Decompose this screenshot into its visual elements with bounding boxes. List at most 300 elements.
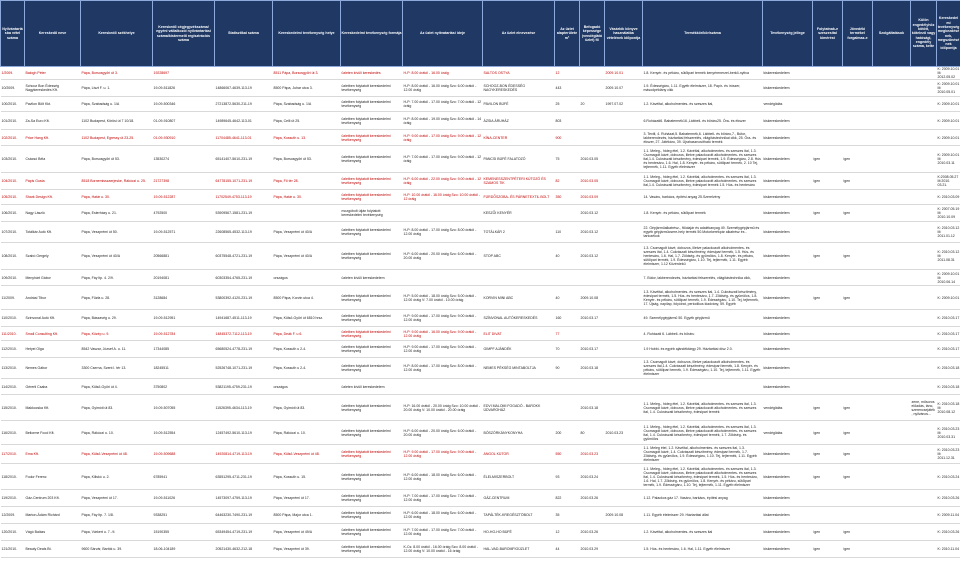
table-cell — [873, 341, 911, 358]
table-cell: 19-09-512554 — [153, 421, 215, 445]
table-cell — [605, 379, 643, 395]
table-cell: Gáz-Centrum 203 Kft. — [25, 490, 81, 507]
table-cell: Pápa, Fáy ltp. 7. 1/8. — [81, 507, 153, 524]
column-header: Szolgáltatások — [873, 1, 911, 67]
table-cell — [643, 379, 763, 395]
table-cell — [813, 80, 843, 97]
table-cell: H-P: 7.00 órától - 17.00 óráig Szo: 7.00 órától - 12.00 óráig — [403, 490, 483, 507]
table-cell: kiskereskedelem — [763, 67, 813, 80]
table-cell: 1102 Budapest, Körösi út 7 10/18. — [81, 112, 153, 130]
table-cell — [580, 130, 605, 146]
table-cell: EDVI MALOMI FOGADÓ - BAROKK ÜDVAROHÁZ — [483, 395, 555, 421]
table-cell: Vágó Balázs — [25, 524, 81, 541]
table-cell — [873, 490, 911, 507]
table-cell: üzletben folytatott kereskedelmi tevékenység — [341, 146, 403, 173]
table-cell: 106/2010. — [1, 205, 25, 222]
table-cell: kiskereskedelem — [763, 146, 813, 173]
table-cell — [580, 270, 605, 286]
table-cell: Pápa, Celli út 25. — [273, 112, 341, 130]
table-cell: Pápa, Fűzfa u. 28. — [81, 286, 153, 310]
table-cell — [873, 173, 911, 190]
table-cell: Pápa, Szabadság u. 1/A — [81, 97, 153, 112]
table-cell: kiskereskedelem — [763, 524, 813, 541]
table-cell — [843, 222, 873, 243]
table-cell — [813, 270, 843, 286]
table-cell: 1.9 Hobbi- és egyéb ajándéktárgy 29. Háztartási dísz 2.0. — [643, 341, 763, 358]
table-cell: kiskereskedelem — [763, 270, 813, 286]
table-cell: igen — [843, 173, 873, 190]
table-cell: 1/2009. — [1, 67, 25, 80]
table-cell — [911, 286, 937, 310]
table-cell: Pápa, Kossuth u. 15. — [273, 464, 341, 490]
table-cell: ELIT DIVAT — [483, 327, 555, 341]
table-cell — [813, 341, 843, 358]
table-cell: kiskereskedelem — [763, 507, 813, 524]
table-cell — [813, 310, 843, 327]
table-cell: 2010.03.18 — [580, 395, 605, 421]
table-cell: igen — [813, 524, 843, 541]
table-cell — [873, 327, 911, 341]
table-cell: 21727398 — [153, 173, 215, 190]
table-cell: 77 — [555, 327, 580, 341]
table-cell: országos — [273, 270, 341, 286]
column-header: Kereskedő cégjegyzékszáma/ egyéni vállalkozói nyilvántartási száma/kistermelő regisztrációs száma — [153, 1, 215, 67]
table-cell: K: 2009.10.01 M: 2010.03.11 — [937, 146, 960, 173]
table-cell: 2010.03.17 — [580, 341, 605, 358]
table-cell — [911, 97, 937, 112]
table-cell: 1.5. Hús- és hentesáru, 1.6. Hal, 1.11. Egyéb élelmiszer — [643, 541, 763, 558]
table-cell: Pápa, Borsosgyőri út 53. — [81, 146, 153, 173]
table-cell: K: 2010.03.17 — [937, 341, 960, 358]
table-cell: Makkocska Kft. — [25, 395, 81, 421]
table-cell: 65141407-5610-231-19 — [215, 146, 273, 173]
table-cell: H-P: 6.00 órától - 18.00 óráig Szo: 6.00 órától - 12.00 óráig — [403, 507, 483, 524]
table-cell: K: 2010.03.17 — [937, 327, 960, 341]
table-cell — [813, 222, 843, 243]
table-cell: 110/2010. — [1, 310, 25, 327]
table-cell: K: 2010.03.26 — [937, 490, 960, 507]
table-cell — [873, 67, 911, 80]
table-cell: Pápa, Külső-Győri út 6810 hrsz. — [273, 310, 341, 327]
table-cell: STOP ABC — [483, 243, 555, 270]
table-row — [1, 130, 960, 146]
table-cell: üzletben folytatott kereskedelmi tevékenység — [341, 358, 403, 379]
table-cell: mozgóbolt útján folytatott kereskedelmi tevékenység — [341, 205, 403, 222]
table-cell: 11526395-4634-113-19 — [215, 395, 273, 421]
table-cell: 1.3. Kávéital, alkoholmentes- és szeszes ital, 1.4. Cukrászati készítmény, édesipari termék, 1.5. Hús- és hentesáru, 1.7. Zöldség- és gyümölcs, 1.8. Kenyér- és pékáru, sütőipari termék, 1.9. Édességáru, 1.10. Tej, tejtermék, 17. Újság, napilap, folyóirat, periodikus kiadvány, 59. Egyéb — [643, 286, 763, 310]
table-cell: kiskereskedelem — [763, 379, 813, 395]
table-cell: kiskereskedelem — [763, 327, 813, 341]
table-cell: H-P: 7.00 órától - 17.00 óráig Szo: 7.00 órától - 12 óráig — [403, 97, 483, 112]
table-cell: K: 2010.03.09 — [937, 190, 960, 205]
table-cell: igen — [813, 243, 843, 270]
table-cell: 20194081 — [153, 270, 215, 286]
table-cell: üzletben folytatott kereskedelmi tevékenység — [341, 327, 403, 341]
table-cell: H-P: 7.00 órától - 17.00 óráig Szo: 9.00 órától - 12 óráig — [403, 146, 483, 173]
table-cell — [873, 524, 911, 541]
table-cell: Csácsó Béla — [25, 146, 81, 173]
table-cell: 3128684 — [153, 286, 215, 310]
column-header: Külön engedélyhöz kötött, kötelező vagy hatósági, engedély száma, kelte — [911, 1, 937, 67]
table-cell — [873, 286, 911, 310]
table-cell: Ema Kft. — [25, 445, 81, 464]
table-cell: 63551295-4711-231-19 — [215, 464, 273, 490]
table-cell — [911, 190, 937, 205]
table-cell: igen — [813, 395, 843, 421]
table-cell: 22608565-4532-113-19 — [215, 222, 273, 243]
table-cell: 117/2010. — [1, 445, 25, 464]
table-cell: 01-09-910807 — [153, 112, 215, 130]
table-cell — [843, 130, 873, 146]
table-cell: Pápa, Borsosgyőri út 3. — [81, 67, 153, 80]
table-row — [1, 146, 960, 173]
table-cell — [813, 379, 843, 395]
table-cell — [843, 507, 873, 524]
table-cell: igen — [843, 205, 873, 222]
table-cell: 90 — [555, 358, 580, 379]
table-cell: H-P: 9.00 órától - 17.00 óráig Szo: 9.00 órától - 12.00 óráig — [403, 310, 483, 327]
table-cell: Pápa, Bászavég u. 29. — [81, 310, 153, 327]
table-cell — [911, 379, 937, 395]
table-cell — [605, 286, 643, 310]
table-cell: Pápa, Gyimóti út 83. — [81, 395, 153, 421]
table-cell: igen — [813, 421, 843, 445]
table-cell: 112/2010. — [1, 341, 25, 358]
table-cell: H-P: 9.00 órától - 16.00 óráig Szo: 9.00 órától - 12.00 óráig — [403, 327, 483, 341]
table-cell: Pápa, Esterházy u. 21. — [81, 205, 153, 222]
table-cell — [605, 270, 643, 286]
table-cell: üzletben folytatott kereskedelmi tevékenység — [341, 222, 403, 243]
table-cell: K: 2010.03.17 — [937, 310, 960, 327]
table-cell: üzletben folytatott kereskedelmi tevékenység — [341, 524, 403, 541]
table-cell: 100/2010. — [1, 97, 25, 112]
table-cell: 19-09-507055 — [153, 395, 215, 421]
table-cell — [911, 421, 937, 445]
table-cell — [873, 379, 911, 395]
table-cell: Nagy László — [25, 205, 81, 222]
table-cell — [605, 112, 643, 130]
table-cell: 101/2010. — [1, 112, 25, 130]
table-cell: Balogh Péter — [25, 67, 81, 80]
table-cell: Pápa, Gyimóti út 83. — [273, 395, 341, 421]
column-header: Nyilvántartásba vétel száma — [1, 1, 25, 67]
table-cell: H-P: 8.00 órától - 17.00 óráig Szo: 8.00 órától - 12.00 óráig — [403, 358, 483, 379]
table-cell — [813, 67, 843, 80]
table-cell — [813, 507, 843, 524]
table-cell: üzletben folytatott kereskedelmi tevékenység — [341, 464, 403, 490]
table-cell — [483, 270, 555, 286]
table-cell: Szabó Gergely — [25, 243, 81, 270]
table-cell: kiskereskedelem — [763, 358, 813, 379]
table-cell: 1.1. Meleg étel, 1.2. Kávéital, alkoholmentes- és szeszes ital, 1.3. Csomagolt kávé, 1.4. Cukrászati készítmény, édesipari termék, 1.7. Zöldség- és gyümölcs, 1.9. Édességáru, 1.10. Tej, tejtermék, 1.11. Egyéb élelmiszer — [643, 445, 763, 464]
table-row — [1, 327, 960, 341]
table-cell: Pápa, Veszprémi út 17. — [81, 490, 153, 507]
table-cell: KÍNA-CENTER — [483, 130, 555, 146]
table-cell — [843, 67, 873, 80]
table-cell: Nemes Gábor — [25, 358, 81, 379]
table-cell: K: 2007.05.19 M: 2010.10.09 — [937, 205, 960, 222]
table-cell: Pápa, Veszprémi út 40/A — [273, 222, 341, 243]
table-cell: K: 2010.11.04 — [937, 541, 960, 558]
table-cell — [873, 80, 911, 97]
table-cell: 22. Gépjárműalkatrész-, ftőolajár és adalékanyag 49. Személygépjármű és egyéb gépjárműcsere-hely termék 50.Motorkerékpár alkatrész és -tartozékok — [643, 222, 763, 243]
table-cell: K: 2010.03.23 M: 2011.12.31 — [937, 445, 960, 464]
table-cell — [911, 173, 937, 190]
table-cell: 2010.03.29 — [580, 541, 605, 558]
table-cell — [555, 205, 580, 222]
table-cell: H-P: 8.00 órától - 17.00 óráig Szo: 8.00 órától - 12.00 óráig — [403, 222, 483, 243]
table-cell: 14. Vasáru, barkács, építési anyag 25.Szerelvény — [643, 190, 763, 205]
table-cell: K: 2010.03.12 M: 2011.08.31 — [937, 243, 960, 270]
table-cell — [843, 310, 873, 327]
column-header: Folytatnak-e szeszesital kimérést — [813, 1, 843, 67]
column-header: Az üzlet elnevezése — [483, 1, 555, 67]
table-cell: Fodor Ferenc — [25, 464, 81, 490]
table-cell: Pápa, Borsosgyőri út 53. — [273, 146, 341, 173]
table-cell — [843, 341, 873, 358]
table-cell: 550 — [555, 445, 580, 464]
table-cell — [580, 80, 605, 97]
table-cell — [873, 146, 911, 173]
table-cell: üzletben folytatott kereskedelmi tevékenység — [341, 130, 403, 146]
table-cell — [813, 490, 843, 507]
table-cell: 13530274 — [153, 146, 215, 173]
table-cell — [813, 112, 843, 130]
table-cell: Pápa, Közép u. 9. — [81, 327, 153, 341]
header-row — [1, 1, 960, 67]
table-cell: 18-06-104189 — [153, 541, 215, 558]
table-cell — [911, 327, 937, 341]
table-cell — [555, 379, 580, 395]
table-row — [1, 395, 960, 421]
table-row — [1, 507, 960, 524]
table-cell: Za-Sa Euro Kft. — [25, 112, 81, 130]
table-cell — [605, 310, 643, 327]
table-cell: BÓSZÓRKÁNYKONYHA — [483, 421, 555, 445]
table-cell: FÜRDŐSZOBA- ÉS PÁRNETEXTIL BOLT — [483, 190, 555, 205]
table-cell: üzletben folytatott kereskedelmi tevékenység — [341, 421, 403, 445]
table-cell: 1.3. Csomagolt kávé, dobozos, illetve palackozott alkoholmentes- és szeszes ital,1.4. Cukrászati készítmény, édesipari termék, 1.8. Kenyér- és pékáru, sütőipari termék, 1.9. Édességáru, 1.10. Tej, tejtermék, 1.11. Egyéb élelmiszer — [643, 358, 763, 379]
table-cell — [580, 507, 605, 524]
table-cell: igen — [813, 205, 843, 222]
table-cell: 27213872-5630-211-19 — [215, 97, 273, 112]
column-header: Tevékenység jellege — [763, 1, 813, 67]
table-cell — [843, 112, 873, 130]
table-cell — [911, 341, 937, 358]
table-cell: KEMENESSZENTPÉTERI KÚTOZÓ ÉS SZAMOS TIK — [483, 173, 555, 190]
table-cell: H-P: 7.00 órától - 17.00 óráig Szo: 7.00 órától - 12.00 óráig — [403, 524, 483, 541]
table-cell: 2010.03.17 — [580, 310, 605, 327]
table-cell: Pápis Gusta — [25, 173, 81, 190]
table-cell: 1.2. Kávéital, alkoholmentes- és szeszes ital, — [643, 97, 763, 112]
table-cell: K:2008.05.27 M:2010. 03.21. — [937, 173, 960, 190]
table-cell — [605, 358, 643, 379]
table-cell: Price Hang Kft. — [25, 130, 81, 146]
table-cell — [843, 97, 873, 112]
table-cell: 19-09-509688 — [153, 445, 215, 464]
table-cell: 49. Személygépjármű 50. Egyéb gépjármű — [643, 310, 763, 327]
table-cell: ÁZSIA ÁRUHÁZ — [483, 112, 555, 130]
table-cell — [873, 130, 911, 146]
table-cell: 75 — [555, 146, 580, 173]
table-cell: Menyhárt Gábor — [25, 270, 81, 286]
table-cell — [911, 507, 937, 524]
table-cell — [605, 222, 643, 243]
table-cell — [911, 310, 937, 327]
table-cell — [911, 358, 937, 379]
table-cell: 2009.10.07 — [605, 80, 643, 97]
table-cell: K: 2010.03.24 — [937, 464, 960, 490]
table-cell: 104/2010. — [1, 173, 25, 190]
table-cell — [873, 205, 911, 222]
table-cell: 114/2010. — [1, 379, 25, 395]
table-cell — [911, 146, 937, 173]
table-cell: Pápa, Veszprémi út 49/A — [273, 524, 341, 541]
table-cell — [605, 243, 643, 270]
table-cell: 18245511 — [153, 358, 215, 379]
table-row — [1, 80, 960, 97]
table-cell: 25 — [555, 97, 580, 112]
table-cell: Pápa, Szabadság u. 1/A — [273, 97, 341, 112]
table-row — [1, 97, 960, 112]
table-cell: 80 — [580, 421, 605, 445]
table-cell: kiskereskedelem — [763, 130, 813, 146]
table-cell: H-P: 8.00 órától - 19.00 óráig Szo: 8.00 órától - 14 óráig — [403, 112, 483, 130]
table-cell: kiskereskedelem — [763, 490, 813, 507]
table-cell: kiskereskedelem — [763, 205, 813, 222]
table-row — [1, 341, 960, 358]
table-cell: 900 — [555, 130, 580, 146]
column-header: Vásárlók könyve használatba vételének időpontja — [605, 1, 643, 67]
table-cell: 20 — [580, 97, 605, 112]
table-cell — [911, 445, 937, 464]
table-cell: 160 — [555, 310, 580, 327]
table-cell: 2009.10.01 — [605, 67, 643, 80]
table-cell: 44 — [555, 541, 580, 558]
table-cell: 19-09-511026 — [153, 490, 215, 507]
table-cell: kiskereskedelem — [763, 243, 813, 270]
table-row — [1, 243, 960, 270]
table-cell: PANCSI BÜFÉ FALATOZÓ — [483, 146, 555, 173]
table-cell — [911, 243, 937, 270]
table-row — [1, 286, 960, 310]
table-cell: 6.Ruházati6. Babatermék16.,Lábbeli- és bőráru25. Óra- és ékszer — [643, 112, 763, 130]
table-cell: üzleten kívüli kereskedelem — [341, 270, 403, 286]
table-cell: 115/2010. — [1, 395, 25, 421]
table-cell: PAVILON BÜFÉ — [483, 97, 555, 112]
table-cell: országos — [273, 379, 341, 395]
table-cell: 4792500 — [153, 205, 215, 222]
table-cell — [580, 327, 605, 341]
table-cell: 10/2009. — [1, 80, 25, 97]
table-cell — [215, 67, 273, 80]
table-cell — [873, 222, 911, 243]
table-cell: üzletben folytatott kereskedelmi tevékenység — [341, 112, 403, 130]
table-cell: 19-09-512951 — [153, 310, 215, 327]
table-cell: 118/2010. — [1, 464, 25, 490]
table-cell — [873, 421, 911, 445]
table-cell: NEMES PÉKSÉG MINTABOLTJA — [483, 358, 555, 379]
table-cell: 1.1. Meleg-, hideg étel, 1.2. Kávéital, alkoholmentes- és szeszes ital, 1.3. Csomagolt kávé, dobozos, illetve palackozott alkoholmentes- és szeszes ital,1.4. Cukrászati készítmény, édesipari termék 1.5. Hús- és hentesáru — [643, 173, 763, 190]
table-cell: Pápa, Kossuth u 2-4. — [273, 341, 341, 358]
table-cell: 11704485-4641-113-01 — [215, 130, 273, 146]
table-cell — [911, 490, 937, 507]
table-cell: H-P: 9.00 órától - 17.00 óráig Szo: 9.00 órától - 12.00 óráig — [403, 341, 483, 358]
table-cell — [873, 541, 911, 558]
table-cell: 1.1. Meleg-, hideg étel, 1.2. Kávéital, alkoholmentes- és szeszes ital, 1.3. Csomagolt kávé, dobozos, illetve palackozott alkoholmentes- és szeszes ital, 1.4. Cukrászati készítmény, édesipari termék, 1.7. Zöldség- és gyümölcs — [643, 421, 763, 445]
table-cell: 9600 Sárvár, Bartók u. 39. — [81, 541, 153, 558]
table-cell: H-P: 6.00 órától - 20.00 óráig Szo: 6.00 órától - 20.00 óráig — [403, 243, 483, 270]
table-cell: 93 — [555, 464, 580, 490]
table-row — [1, 205, 960, 222]
column-header: Befogadó képessége (vendéglátó üzlet) fő — [580, 1, 605, 67]
table-cell: 12 — [555, 524, 580, 541]
table-row — [1, 490, 960, 507]
table-cell: vendéglátás — [763, 421, 813, 445]
table-cell — [843, 190, 873, 205]
table-cell: HO-HO-HO BÜFÉ — [483, 524, 555, 541]
table-cell: Schooz Bon Édesség Nagykereskedés Kft. — [25, 80, 81, 97]
table-cell — [813, 190, 843, 205]
column-header: Kereskedő neve — [25, 1, 81, 67]
table-cell: Színvonal Autó Kft. — [25, 310, 81, 327]
table-cell: K: 2009.10.01 — [937, 286, 960, 310]
table-cell — [911, 464, 937, 490]
table-cell: 20521430-4632-212-18 — [215, 541, 273, 558]
table-cell: 1997.07.02 — [605, 97, 643, 112]
table-cell — [873, 395, 911, 421]
table-row — [1, 310, 960, 327]
table-cell: K: 2009.10.01 — [937, 112, 960, 130]
table-cell: 200 — [555, 421, 580, 445]
table-cell: 11/2009. — [1, 286, 25, 310]
table-cell: 2010.03.12 — [580, 222, 605, 243]
table-cell: K: 2009.10.01 — [937, 97, 960, 112]
table-cell — [843, 80, 873, 97]
table-cell: 01-09-930910 — [153, 130, 215, 146]
table-cell: üzletben folytatott kereskedelmi tevékenység — [341, 507, 403, 524]
table-cell: Pápa, Veszprémi út 40/A — [81, 243, 153, 270]
table-cell: Beauty Deals Bt. — [25, 541, 81, 558]
table-cell: 1.9. Édességáru, 1.11. Egyéb élelmiszer, 18. Papír- és írószer, másodpéldány cikk — [643, 80, 763, 97]
table-cell: 11702549-4753-113-19 — [215, 190, 273, 205]
table-cell: igen — [843, 421, 873, 445]
table-row — [1, 222, 960, 243]
table-cell: 1.8. Kenyér- és pékáru, sütőipari termék kenyérenerzei-berkő-nyitva — [643, 67, 763, 80]
table-cell: 443 — [555, 80, 580, 97]
table-cell: 19-09-500346 — [153, 97, 215, 112]
table-cell: GIMPF AJÁNDÉK — [483, 341, 555, 358]
table-cell: 1.3. Csomagolt kávé, dobozos, illetve palackozott alkoholmentes- és szeszes ital, 1.4. Cukrászati készítmény, édesipari termék, 1.5. Hús- és hentesáru, 1.6. Hal, 1.7. Zöldség- és gyümölcs, 1.8. Kenyér- és pékáru, sütőipari termék, 1.9. Édességáru, 1.10. Tej, tejtermék, 1.11. Egyéb élelmiszer, 1.12 Közérdekű — [643, 243, 763, 270]
table-cell — [911, 205, 937, 222]
table-cell: Pápa, Veszprémi út 17. — [273, 490, 341, 507]
table-cell: SZÍNVONAL AUTÓKERESKEDÉS — [483, 310, 555, 327]
table-cell — [580, 379, 605, 395]
table-cell — [873, 445, 911, 464]
table-cell: Beilorme Food Kft. — [25, 421, 81, 445]
table-cell: 15190355 — [153, 524, 215, 541]
table-cell: H-P: 8.00 órától - 16.00 óráig — [403, 67, 483, 80]
table-cell: 110 — [555, 222, 580, 243]
table-cell — [605, 327, 643, 341]
table-cell — [605, 524, 643, 541]
table-cell: kiskereskedelem — [763, 190, 813, 205]
table-cell — [605, 146, 643, 173]
table-row — [1, 270, 960, 286]
table-cell: vendéglátás — [763, 395, 813, 421]
table-cell: 14866067-4639-113-19 — [215, 80, 273, 97]
table-cell: Pápa, Várkert u. 7. /4 — [81, 524, 153, 541]
